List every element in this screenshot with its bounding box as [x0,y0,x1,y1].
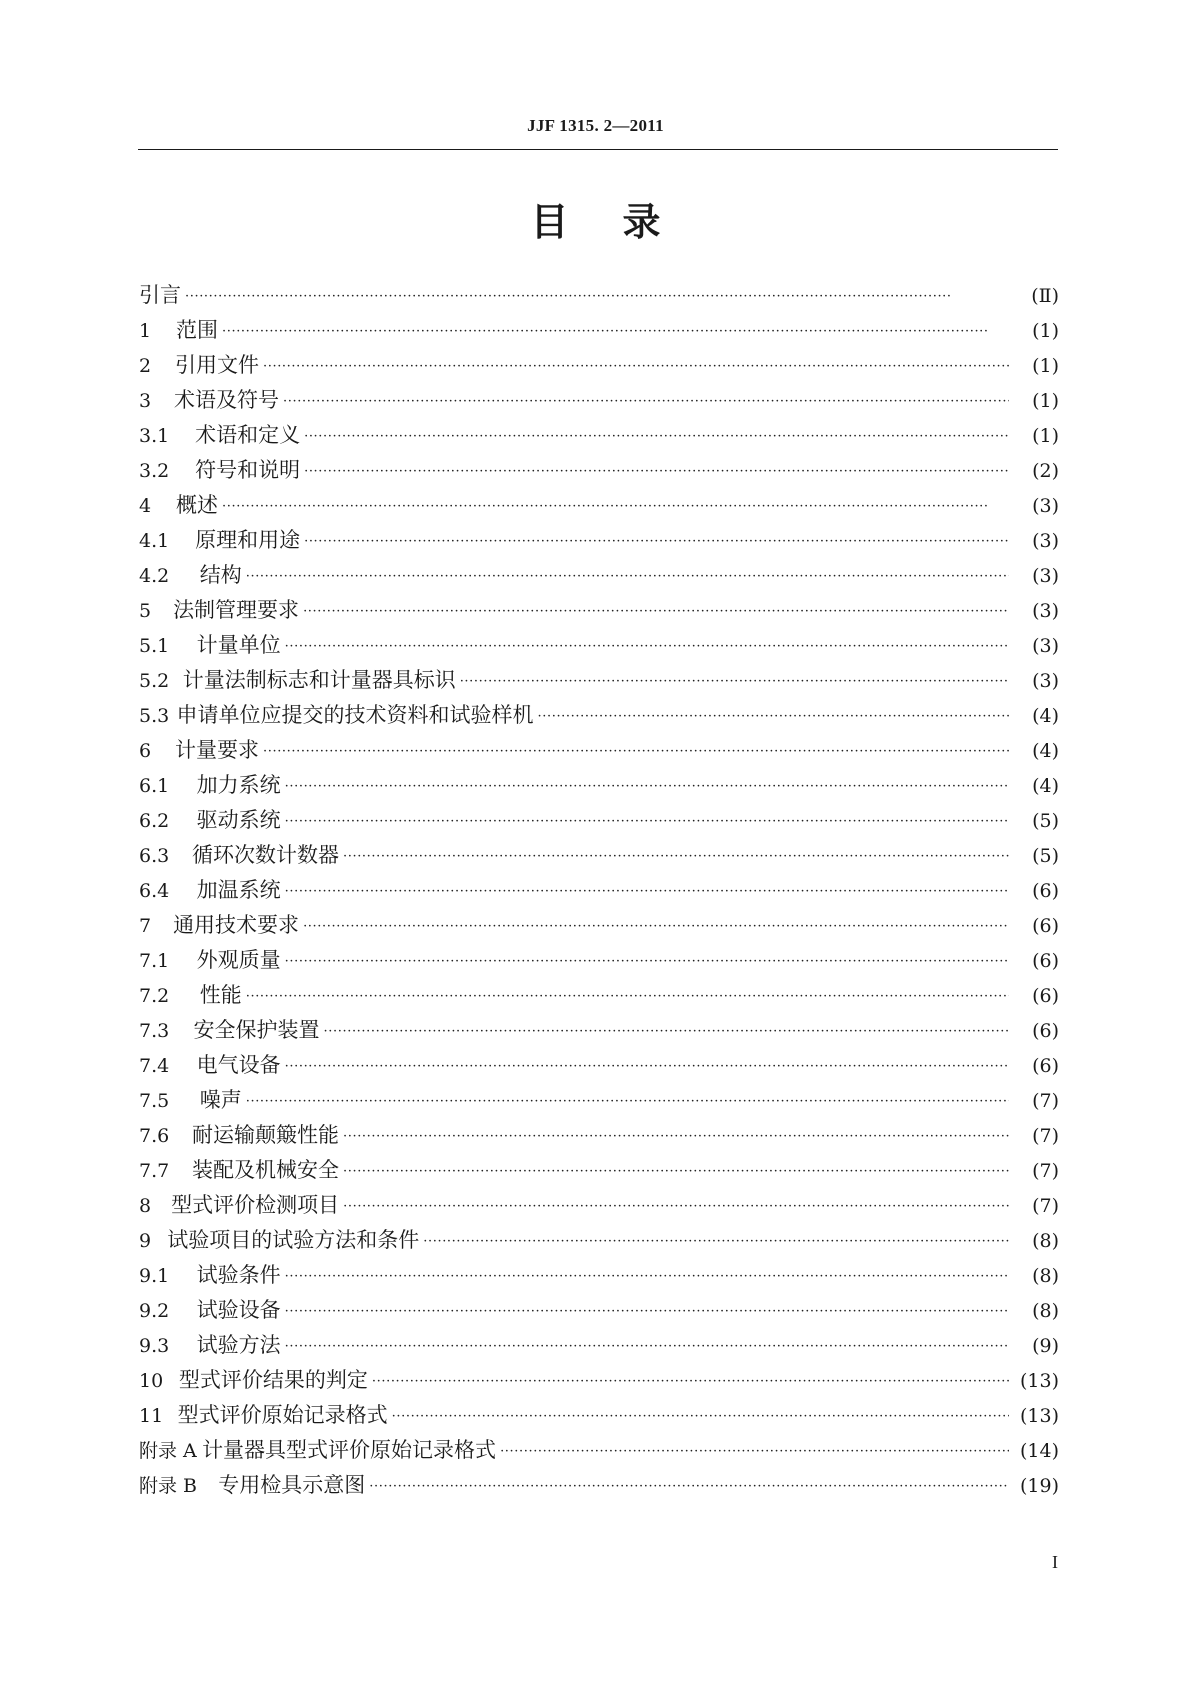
toc-entry-page: (7) [1032,1160,1059,1182]
toc-leader-dots [246,1084,1009,1119]
toc-entry-number: 1 [139,320,152,342]
toc-entry[interactable] [139,978,1059,1013]
toc-entry[interactable] [139,1118,1059,1153]
toc-entry-page: (3) [1032,530,1059,552]
toc-leader-dots [285,944,1009,979]
toc-leader-dots [222,489,1009,524]
toc-entry[interactable] [139,488,1059,523]
toc-entry-number: 7.3 [139,1020,170,1042]
toc-entry-page: (19) [1019,1475,1059,1497]
toc-entry-number: 7.5 [139,1090,170,1112]
document-code-header: JJF 1315. 2—2011 [527,116,664,135]
toc-entry-number: 5.3 [139,705,170,727]
toc-leader-dots [500,1434,1009,1469]
toc-entry-page: (3) [1032,635,1059,657]
toc-entry[interactable] [139,733,1059,768]
toc-entry[interactable] [139,838,1059,873]
toc-entry[interactable] [139,698,1059,733]
toc-leader-dots [303,909,1009,944]
toc-entry-number: 3.1 [139,425,170,447]
toc-entry-page: (4) [1032,775,1059,797]
toc-entry-page: (7) [1032,1090,1059,1112]
toc-entry-number: 9.1 [139,1265,170,1287]
toc-entry-label: 计量单位 [196,633,281,657]
toc-entry-number: 11 [139,1405,164,1427]
toc-entry-label: 驱动系统 [196,808,281,832]
toc-entry-label: 试验方法 [196,1333,281,1357]
toc-entry-number: 10 [139,1370,164,1392]
toc-entry-number: 7.7 [139,1160,170,1182]
toc-leader-dots [285,1049,1009,1084]
toc-leader-dots [263,734,1009,769]
toc-entry[interactable] [139,1363,1059,1398]
toc-entry[interactable] [139,418,1059,453]
toc-entry[interactable] [139,1048,1059,1083]
toc-leader-dots [460,664,1009,699]
toc-entry[interactable] [139,593,1059,628]
toc-entry-page: (8) [1032,1300,1059,1322]
toc-entry-label: 法制管理要求 [173,598,300,622]
toc-leader-dots [285,769,1009,804]
toc-entry[interactable] [139,1188,1059,1223]
toc-entry-page: (Ⅱ) [1031,285,1059,307]
toc-entry-label: 范围 [176,318,218,342]
page-title [0,196,1191,248]
toc-entry-page: (1) [1032,390,1059,412]
toc-entry-label: 引言 [139,283,181,307]
toc-entry-number: 5.1 [139,635,170,657]
toc-entry-page: (6) [1032,1055,1059,1077]
toc-entry[interactable] [139,943,1059,978]
toc-entry-label: 噪声 [199,1088,242,1112]
toc-entry-page: (8) [1032,1230,1059,1252]
toc-entry-number: 5 [139,600,152,622]
toc-leader-dots [222,314,1009,349]
toc-entry-label: 原理和用途 [195,528,301,552]
toc-entry[interactable] [139,383,1059,418]
toc-entry-label: 试验条件 [196,1263,281,1287]
toc-entry-number: 7.4 [139,1055,170,1077]
toc-entry-page: (6) [1032,880,1059,902]
toc-entry-page: (6) [1032,915,1059,937]
toc-leader-dots [538,699,1009,734]
toc-entry[interactable] [139,1258,1059,1293]
toc-entry-label: 概述 [176,493,218,517]
toc-entry-label: 符号和说明 [195,458,301,482]
toc-leader-dots [343,839,1009,874]
toc-entry-number: 7.6 [139,1125,170,1147]
toc-entry-label: 术语和定义 [195,423,301,447]
toc-entry-page: (4) [1032,740,1059,762]
toc-entry-number: 附录 A [139,1440,197,1462]
toc-entry-label: 术语及符号 [174,388,280,412]
toc-entry-number: 6.3 [139,845,170,867]
toc-entry[interactable] [139,453,1059,488]
toc-leader-dots [283,384,1009,419]
toc-entry-label: 申请单位应提交的技术资料和试验样机 [176,703,534,727]
toc-leader-dots [285,804,1009,839]
toc-leader-dots [304,454,1009,489]
toc-entry[interactable] [139,1223,1059,1258]
toc-leader-dots [369,1469,1009,1504]
toc-entry-label: 加温系统 [196,878,281,902]
toc-entry-label: 结构 [199,563,242,587]
toc-entry[interactable] [139,1083,1059,1118]
toc-entry-number: 8 [139,1195,152,1217]
toc-leader-dots [343,1189,1009,1224]
toc-entry-label: 型式评价检测项目 [171,1193,340,1217]
toc-leader-dots [246,559,1009,594]
toc-leader-dots [304,524,1009,559]
toc-entry[interactable] [139,348,1059,383]
page-number: I [1052,1552,1058,1572]
toc-entry-label: 装配及机械安全 [192,1158,339,1182]
toc-leader-dots [343,1154,1009,1189]
toc-entry-number: 6.4 [139,880,170,902]
toc-entry-label: 试验设备 [196,1298,281,1322]
toc-leader-dots [285,874,1009,909]
toc-entry-number: 4.1 [139,530,170,552]
toc-entry-label: 通用技术要求 [173,913,300,937]
toc-entry-number: 9.2 [139,1300,170,1322]
toc-entry-page: (3) [1032,600,1059,622]
toc-leader-dots [246,979,1009,1014]
toc-entry-number: 7.1 [139,950,170,972]
toc-leader-dots [392,1399,1009,1434]
toc-entry-page: (2) [1032,460,1059,482]
toc-leader-dots [285,1259,1009,1294]
toc-entry[interactable] [139,628,1059,663]
toc-entry-label: 计量器具型式评价原始记录格式 [202,1438,497,1462]
toc-entry-page: (1) [1032,355,1059,377]
toc-leader-dots [285,1294,1009,1329]
toc-entry-number: 6.1 [139,775,170,797]
toc-entry[interactable] [139,1013,1059,1048]
title-char-2: 录 [622,200,661,244]
toc-leader-dots [372,1364,1009,1399]
toc-leader-dots [324,1014,1009,1049]
toc-entry-number: 附录 B [139,1475,198,1497]
toc-entry[interactable] [139,1153,1059,1188]
toc-entry-page: (8) [1032,1265,1059,1287]
toc-entry[interactable] [139,1433,1059,1468]
toc-entry-number: 6 [139,740,152,762]
toc-entry-number: 6.2 [139,810,170,832]
toc-entry-label: 计量要求 [175,738,259,762]
toc-entry-number: 4.2 [139,565,170,587]
toc-entry-page: (4) [1032,705,1059,727]
toc-entry-number: 9.3 [139,1335,170,1357]
toc-entry-page: (9) [1032,1335,1059,1357]
toc-leader-dots [263,349,1009,384]
toc-entry-number: 4 [139,495,152,517]
toc-entry-page: (3) [1032,495,1059,517]
toc-entry-number: 2 [139,355,152,377]
toc-leader-dots [423,1224,1009,1259]
toc-entry[interactable] [139,313,1059,348]
header-rule [138,149,1058,150]
toc-leader-dots [285,629,1009,664]
toc-entry-label: 安全保护装置 [193,1018,320,1042]
toc-entry-page: (7) [1032,1125,1059,1147]
toc-entry-label: 计量法制标志和计量器具标识 [182,668,456,692]
toc-entry[interactable] [139,1468,1059,1503]
toc-entry-label: 性能 [199,983,242,1007]
toc-entry-label: 引用文件 [175,353,259,377]
toc-entry[interactable] [139,803,1059,838]
toc-entry-label: 型式评价原始记录格式 [177,1403,388,1427]
toc-entry-number: 7 [139,915,152,937]
toc-entry-page: (5) [1032,810,1059,832]
toc-entry-page: (6) [1032,985,1059,1007]
table-of-contents [139,278,1059,1503]
toc-entry-label: 外观质量 [196,948,281,972]
toc-entry-number: 7.2 [139,985,170,1007]
toc-entry[interactable] [139,558,1059,593]
toc-entry[interactable] [139,873,1059,908]
toc-entry-page: (5) [1032,845,1059,867]
toc-entry-label: 型式评价结果的判定 [178,1368,368,1392]
toc-entry[interactable] [139,278,1059,313]
toc-entry-label: 循环次数计数器 [192,843,339,867]
toc-entry-label: 电气设备 [196,1053,281,1077]
toc-entry[interactable] [139,768,1059,803]
toc-leader-dots [185,279,1009,314]
toc-leader-dots [304,419,1009,454]
toc-entry-page: (14) [1019,1440,1059,1462]
toc-entry-page: (7) [1032,1195,1059,1217]
toc-entry-page: (1) [1032,320,1059,342]
toc-entry[interactable] [139,908,1059,943]
title-char-1: 目 [530,200,569,244]
toc-entry-number: 5.2 [139,670,170,692]
toc-entry-label: 试验项目的试验方法和条件 [167,1228,420,1252]
toc-entry[interactable] [139,663,1059,698]
toc-entry-page: (3) [1032,565,1059,587]
toc-entry-page: (13) [1019,1405,1059,1427]
toc-entry[interactable] [139,1398,1059,1433]
toc-entry-label: 耐运输颠簸性能 [192,1123,339,1147]
toc-entry[interactable] [139,523,1059,558]
toc-entry-label: 加力系统 [196,773,281,797]
toc-entry-number: 3 [139,390,152,412]
toc-leader-dots [343,1119,1009,1154]
toc-leader-dots [303,594,1009,629]
toc-entry-page: (6) [1032,1020,1059,1042]
toc-leader-dots [285,1329,1009,1364]
toc-entry-page: (13) [1019,1370,1059,1392]
toc-entry[interactable] [139,1293,1059,1328]
toc-entry[interactable] [139,1328,1059,1363]
toc-entry-page: (1) [1032,425,1059,447]
toc-entry-label: 专用检具示意图 [218,1473,366,1497]
toc-entry-number: 9 [139,1230,152,1252]
toc-entry-page: (6) [1032,950,1059,972]
toc-entry-page: (3) [1032,670,1059,692]
toc-entry-number: 3.2 [139,460,170,482]
